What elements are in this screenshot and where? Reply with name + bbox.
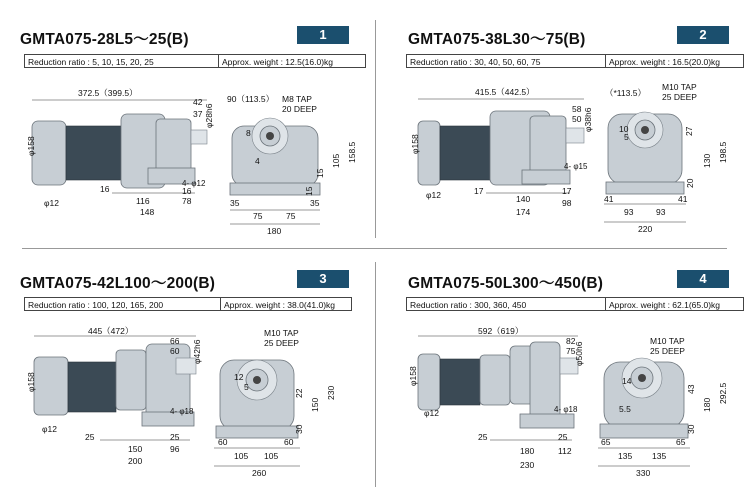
front-dim-tap: M10 TAP [650,336,685,346]
front-dim-key: 14 [622,376,632,386]
front-dim-h2: 150 [310,397,320,412]
front-dim-k2: 5 [624,132,629,142]
dim-b5: 78 [182,196,192,206]
motor-front-view [600,358,688,438]
front-dim-w2: 75 [253,211,263,221]
reduction-ratio: Reduction ratio : 100, 120, 165, 200 [25,298,221,310]
panel-title: GMTA075-42L100～200(B) [20,275,216,292]
front-dim-deep: 25 DEEP [650,346,685,356]
front-dim-h4: 30 [294,424,304,434]
dim-b5-hole: 4- φ12 [182,179,206,188]
panel-number-badge: 4 [677,270,729,288]
dim-d1: 66 [170,336,180,346]
dim-overall: 372.5（399.5） [78,88,138,98]
front-dim-h2: 130 [702,153,712,168]
front-dim-h4: 20 [685,178,695,188]
front-dim-h3: 230 [326,385,336,400]
front-dim-w1: 35 [230,198,240,208]
dim-d1: 42 [193,97,203,107]
front-dim-top: 90（113.5） [227,94,275,104]
front-view-drawing [390,262,750,492]
panel-3 [20,262,380,492]
dim-shaft: φ42h6 [192,339,202,364]
front-view-drawing [20,18,380,248]
dim-b4: 25 [170,432,180,442]
front-dim-h2: 180 [702,397,712,412]
front-dim-w4: 41 [678,194,688,204]
front-dim-tap: M10 TAP [264,328,299,338]
front-dim-w1: 60 [218,437,228,447]
dim-holes: 4- φ15 [564,162,588,171]
dim-height: φ158 [26,136,36,156]
front-dim-w5: 260 [252,468,267,478]
dim-b3: 174 [516,207,531,217]
front-dim-w3: 135 [652,451,667,461]
front-dim-w2: 105 [234,451,249,461]
front-dim-w3: 105 [264,451,279,461]
panel-number-badge: 2 [677,26,729,44]
dim-foot-hole: φ12 [426,190,441,200]
panel-2 [390,18,750,248]
front-dim-key: 12 [234,372,244,382]
front-dim-k2: 5 [244,382,249,392]
dim-b1: 25 [85,432,95,442]
front-dim-key: 10 [619,124,629,134]
dim-b1: 16 [100,184,110,194]
front-dim-h3: 198.5 [718,141,728,163]
front-dim-w5: 330 [636,468,651,478]
front-dim-w1: 41 [604,194,614,204]
dim-height: φ158 [26,372,36,392]
reduction-ratio: Reduction ratio : 30, 40, 50, 60, 75 [407,55,606,67]
dim-b3: 148 [140,207,155,217]
front-dim-h1: 15 [315,168,325,178]
dim-holes: 4- φ18 [170,407,194,416]
front-dim-w1: 65 [601,437,611,447]
front-dim-h4: 30 [686,424,696,434]
dim-b3: 200 [128,456,143,466]
dim-d2: 75 [566,346,576,356]
front-dim-tap: M10 TAP [662,82,697,92]
dim-b4: 16 [182,186,192,196]
front-dim-h2: 105 [331,153,341,168]
dim-d2: 50 [572,114,582,124]
dim-height: φ158 [410,134,420,154]
dim-b5: 96 [170,444,180,454]
panel-number-badge: 1 [297,26,349,44]
dim-b1: 25 [478,432,488,442]
motor-front-view [216,360,298,438]
dim-d1: 82 [566,336,576,346]
dim-overall: 592（619） [478,326,524,336]
dim-b2: 180 [520,446,535,456]
dim-b1: 17 [474,186,484,196]
reduction-ratio: Reduction ratio : 300, 360, 450 [407,298,606,310]
approx-weight: Approx. weight : 16.5(20.0)kg [609,57,721,67]
front-dim-deep: 25 DEEP [264,338,299,348]
front-dim-w4: 60 [284,437,294,447]
panel-title: GMTA075-38L30～75(B) [408,31,586,48]
dim-b5: 98 [562,198,572,208]
front-dim-top: （*113.5） [605,88,646,98]
front-dim-k2: 4 [255,156,260,166]
panel-title: GMTA075-50L300～450(B) [408,275,604,292]
front-dim-h3: 292.5 [718,382,728,404]
approx-weight: Approx. weight : 62.1(65.0)kg [609,300,721,310]
dim-b5: 112 [558,446,572,456]
panel-number-badge: 3 [297,270,349,288]
dim-b2: 140 [516,194,531,204]
dim-overall: 415.5（442.5） [475,87,535,97]
dim-b4: 25 [558,432,568,442]
front-dim-w4: 65 [676,437,686,447]
front-dim-w2: 93 [624,207,634,217]
dim-shaft: φ38h6 [583,107,593,132]
dim-shaft: φ28h6 [204,103,214,128]
approx-weight: Approx. weight : 38.0(41.0)kg [224,300,336,310]
dim-shaft: φ50h6 [574,341,584,366]
front-dim-deep: 25 DEEP [662,92,697,102]
horizontal-divider [22,248,727,249]
dim-d1: 58 [572,104,582,114]
front-dim-k2: 5.5 [619,404,631,414]
motor-front-view [230,118,320,195]
front-dim-w5: 180 [267,226,282,236]
front-view-drawing [20,262,380,492]
dim-holes: 4- φ18 [554,405,578,414]
front-dim-h1: 27 [684,126,694,136]
front-view-drawing [390,18,750,248]
front-dim-h1: 43 [686,384,696,394]
front-dim-w3: 75 [286,211,296,221]
approx-weight: Approx. weight : 12.5(16.0)kg [222,57,334,67]
dim-foot-hole: φ12 [44,198,59,208]
front-dim-key: 8 [246,128,251,138]
dim-foot-hole: φ12 [42,424,57,434]
front-dim-h1: 22 [294,388,304,398]
panel-4 [390,262,750,492]
dim-foot-hole: φ12 [424,408,439,418]
dim-d2: 60 [170,346,180,356]
front-dim-w3: 93 [656,207,666,217]
dim-b2: 150 [128,444,143,454]
dim-height: φ158 [408,366,418,386]
panel-1 [20,18,380,248]
dim-d2: 37 [193,109,203,119]
front-dim-deep: 20 DEEP [282,104,317,114]
dim-b4: 17 [562,186,572,196]
front-dim-w4: 35 [310,198,320,208]
dim-b3: 230 [520,460,535,470]
motor-front-view [606,112,684,194]
panel-title: GMTA075-28L5～25(B) [20,31,189,48]
reduction-ratio: Reduction ratio : 5, 10, 15, 20, 25 [25,55,219,67]
dim-overall: 445（472） [88,326,134,336]
dim-b2: 116 [136,196,150,206]
front-dim-w5: 220 [638,224,653,234]
front-dim-h4: 15 [304,186,314,196]
front-dim-h3: 158.5 [347,141,357,163]
front-dim-tap: M8 TAP [282,94,312,104]
front-dim-w2: 135 [618,451,633,461]
